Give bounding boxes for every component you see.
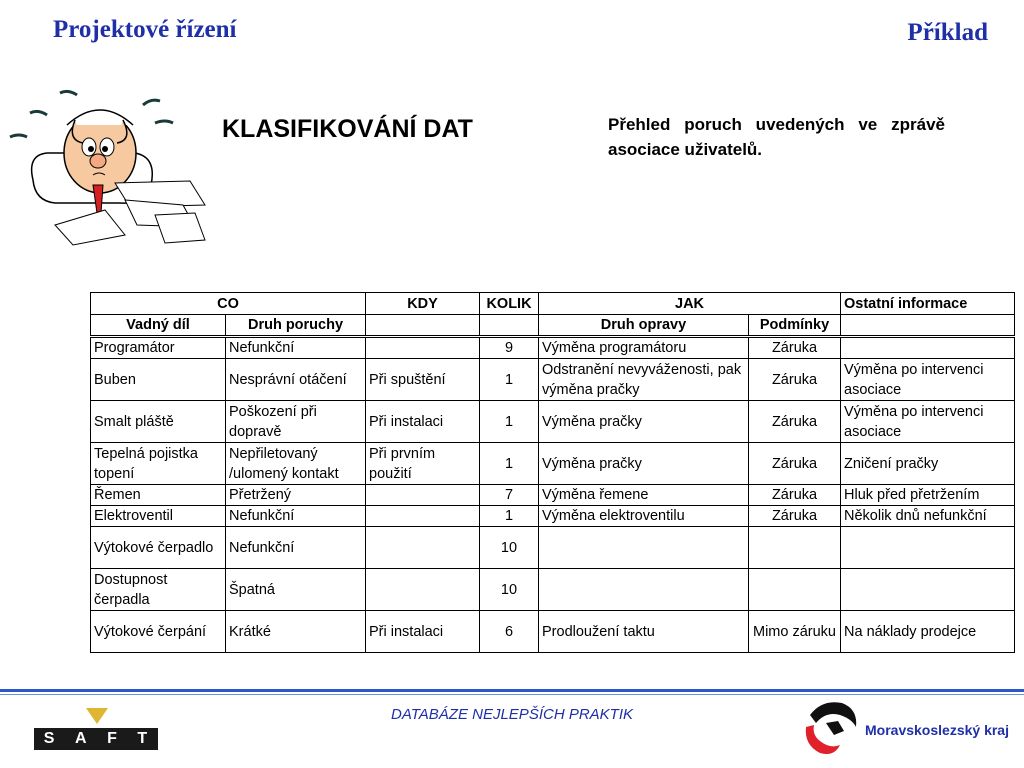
cell-kolik: 1 (480, 443, 539, 485)
cell-ostatni-informace: Několik dnů nefunkční (841, 506, 1015, 527)
cell-podminky: Záruka (749, 359, 841, 401)
cell-kdy (366, 506, 480, 527)
cell-kdy (366, 527, 480, 569)
cell-druh-poruchy: Nesprávní otáčení (226, 359, 366, 401)
header-jak: JAK (539, 293, 841, 315)
saft-letter: S (43, 730, 56, 747)
cell-druh-opravy: Výměna elektroventilu (539, 506, 749, 527)
cell-kolik: 10 (480, 527, 539, 569)
cell-druh-opravy (539, 527, 749, 569)
table-row (91, 485, 1015, 506)
subheader-empty (480, 315, 539, 337)
cell-ostatni-informace: Výměna po intervenci asociace (841, 359, 1015, 401)
table-row (91, 359, 1015, 401)
cell-podminky: Záruka (749, 506, 841, 527)
cell-druh-poruchy: Nefunkční (226, 506, 366, 527)
cell-kolik: 7 (480, 485, 539, 506)
cell-ostatni-informace: Výměna po intervenci asociace (841, 401, 1015, 443)
cell-vadny-dil: Smalt pláště (91, 401, 226, 443)
cell-ostatni-informace (841, 569, 1015, 611)
cell-vadny-dil: Buben (91, 359, 226, 401)
saft-wordmark (34, 728, 158, 750)
cell-vadny-dil: Řemen (91, 485, 226, 506)
table-row (91, 506, 1015, 527)
cell-kdy: Při instalaci (366, 611, 480, 653)
moravskoslezsky-kraj-logo-icon (800, 697, 860, 757)
cell-podminky: Záruka (749, 401, 841, 443)
cell-kdy (366, 569, 480, 611)
cell-ostatni-informace (841, 337, 1015, 359)
cell-podminky (749, 527, 841, 569)
cell-kolik: 9 (480, 337, 539, 359)
header-kdy: KDY (366, 293, 480, 315)
cell-kdy: Při prvním použití (366, 443, 480, 485)
cell-druh-opravy: Výměna řemene (539, 485, 749, 506)
slide-title: KLASIFIKOVÁNÍ DAT (222, 115, 473, 143)
header-title: Projektové řízení (53, 16, 237, 43)
cell-kolik: 6 (480, 611, 539, 653)
cell-vadny-dil: Tepelná pojistka topení (91, 443, 226, 485)
cell-ostatni-informace: Zničení pračky (841, 443, 1015, 485)
footer-divider-thin (0, 694, 1024, 695)
cell-podminky (749, 569, 841, 611)
slide-intro-text: Přehled poruch uvedených ve zprávě asociace uživatelů. (608, 115, 945, 159)
cell-podminky: Mimo záruku (749, 611, 841, 653)
table-row (91, 443, 1015, 485)
moravskoslezsky-kraj-wordmark: Moravskoslezský kraj (865, 722, 1009, 738)
table-body (91, 337, 1015, 653)
cell-podminky: Záruka (749, 337, 841, 359)
cell-kdy (366, 337, 480, 359)
cell-ostatni-informace: Na náklady prodejce (841, 611, 1015, 653)
subheader-empty (366, 315, 480, 337)
subheader-druh-opravy: Druh opravy (539, 315, 749, 337)
table-row (91, 569, 1015, 611)
cell-druh-poruchy: Nefunkční (226, 527, 366, 569)
cell-ostatni-informace: Hluk před přetržením (841, 485, 1015, 506)
cell-kolik: 1 (480, 401, 539, 443)
header-ostatni: Ostatní informace (841, 293, 1015, 315)
cell-druh-opravy: Výměna programátoru (539, 337, 749, 359)
cell-kdy (366, 485, 480, 506)
table-row (91, 611, 1015, 653)
saft-triangle-icon (86, 708, 108, 724)
cell-druh-poruchy: Nepřiletovaný /ulomený kontakt (226, 443, 366, 485)
subheader-empty (841, 315, 1015, 337)
cell-druh-poruchy: Přetržený (226, 485, 366, 506)
cell-vadny-dil: Výtokové čerpadlo (91, 527, 226, 569)
cell-kdy: Při spuštění (366, 359, 480, 401)
subheader-druh-poruchy: Druh poruchy (226, 315, 366, 337)
table-row (91, 527, 1015, 569)
footer-divider (0, 689, 1024, 692)
table-subheader-row (91, 315, 1015, 337)
cell-ostatni-informace (841, 527, 1015, 569)
cell-vadny-dil: Programátor (91, 337, 226, 359)
cell-druh-poruchy: Nefunkční (226, 337, 366, 359)
cell-podminky: Záruka (749, 443, 841, 485)
cell-druh-opravy: Výměna pračky (539, 401, 749, 443)
cell-druh-poruchy: Špatná (226, 569, 366, 611)
table-row (91, 337, 1015, 359)
header-section-label: Příklad (907, 19, 988, 46)
cell-kdy: Při instalaci (366, 401, 480, 443)
cell-podminky: Záruka (749, 485, 841, 506)
cell-druh-poruchy: Poškození při dopravě (226, 401, 366, 443)
subheader-podminky: Podmínky (749, 315, 841, 337)
cell-kolik: 1 (480, 506, 539, 527)
header-kolik: KOLIK (480, 293, 539, 315)
saft-letter: A (74, 730, 88, 747)
cell-vadny-dil: Elektroventil (91, 506, 226, 527)
saft-letter: T (137, 730, 149, 747)
saft-letter: F (107, 730, 118, 747)
cell-vadny-dil: Dostupnost čerpadla (91, 569, 226, 611)
table-row (91, 401, 1015, 443)
cell-druh-opravy: Výměna pračky (539, 443, 749, 485)
stressed-man-clipart (5, 85, 210, 250)
cell-druh-opravy (539, 569, 749, 611)
saft-logo (34, 708, 158, 750)
cell-kolik: 10 (480, 569, 539, 611)
cell-druh-poruchy: Krátké (226, 611, 366, 653)
cell-vadny-dil: Výtokové čerpání (91, 611, 226, 653)
subheader-vadny-dil: Vadný díl (91, 315, 226, 337)
header-co: CO (91, 293, 366, 315)
footer-caption: DATABÁZE NEJLEPŠÍCH PRAKTIK (391, 706, 633, 723)
cell-druh-opravy: Odstranění nevyváženosti, pak výměna pračky (539, 359, 749, 401)
failure-classification-table (90, 292, 1015, 653)
cell-druh-opravy: Prodloužení taktu (539, 611, 749, 653)
cell-kolik: 1 (480, 359, 539, 401)
table-group-header-row (91, 293, 1015, 315)
